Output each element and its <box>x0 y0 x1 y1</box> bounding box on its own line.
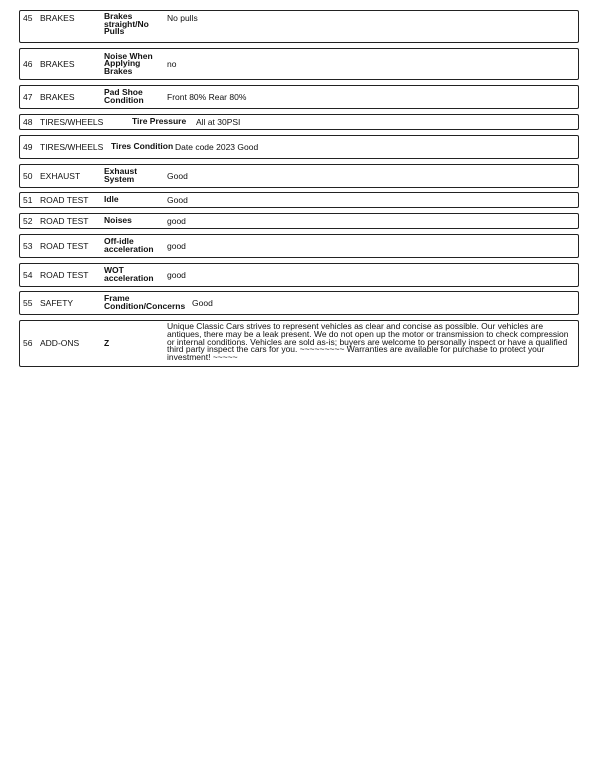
row-number: 51 <box>23 194 33 205</box>
row-value: Good <box>192 297 213 308</box>
row-item: Frame Condition/Concerns <box>104 293 186 311</box>
row-item: Pad Shoe Condition <box>104 87 144 105</box>
row-value: Front 80% Rear 80% <box>167 91 247 102</box>
row-value: Good <box>167 170 188 181</box>
row-item: Exhaust System <box>104 166 138 184</box>
row-number: 52 <box>23 215 33 226</box>
row-item: Tire Pressure <box>132 116 187 127</box>
row-value: No pulls <box>167 13 198 23</box>
inspection-row <box>19 135 579 159</box>
row-number: 49 <box>23 141 33 152</box>
row-item: Idle <box>104 194 119 205</box>
row-number: 54 <box>23 269 33 280</box>
row-value: good <box>167 269 186 280</box>
row-value: Unique Classic Cars strives to represent vehicles as clear and concise as possible. Our vehicles are antiques, there may be a leak present. We do not open up the motor or transmission to check compression or internal conditions. Vehicles are sold as-is; buyers are welcome to personally inspect or have a qualified third party inspect the cars for you. ~~~~~~~~~ Warranties are available for purchase to protect your investment! ~~~~~ <box>167 321 569 363</box>
row-item: Noises <box>104 215 132 226</box>
row-number: 47 <box>23 91 33 102</box>
row-category: ROAD TEST <box>40 240 89 251</box>
row-value: Date code 2023 Good <box>175 141 259 152</box>
row-value: Good <box>167 194 188 205</box>
inspection-row <box>19 263 579 287</box>
row-category: EXHAUST <box>40 170 81 181</box>
row-category: ROAD TEST <box>40 194 89 205</box>
row-category: ROAD TEST <box>40 269 89 280</box>
row-item: Tires Condition <box>111 141 174 152</box>
row-number: 46 <box>23 58 33 69</box>
row-item: Noise When Applying Brakes <box>104 50 153 76</box>
row-number: 53 <box>23 240 33 251</box>
row-value: no <box>167 58 177 69</box>
row-category: BRAKES <box>40 91 75 102</box>
row-item: Brakes straight/No Pulls <box>104 11 149 37</box>
inspection-row <box>19 291 579 315</box>
inspection-row <box>19 48 579 80</box>
row-item: Z <box>104 337 110 348</box>
row-number: 55 <box>23 297 33 308</box>
inspection-row <box>19 10 579 43</box>
row-category: TIRES/WHEELS <box>40 141 104 152</box>
row-number: 48 <box>23 116 33 127</box>
inspection-row <box>19 320 579 367</box>
row-number: 45 <box>23 13 33 23</box>
inspection-row <box>19 85 579 109</box>
row-category: BRAKES <box>40 58 75 69</box>
row-value: good <box>167 215 186 226</box>
row-number: 56 <box>23 338 33 349</box>
row-item: Off-idle acceleration <box>104 236 154 254</box>
row-number: 50 <box>23 170 33 181</box>
row-category: ROAD TEST <box>40 215 89 226</box>
row-category: SAFETY <box>40 297 74 308</box>
row-value: good <box>167 240 186 251</box>
inspection-row <box>19 114 579 130</box>
inspection-row <box>19 192 579 208</box>
row-value: All at 30PSI <box>196 116 241 127</box>
inspection-row <box>19 213 579 229</box>
inspection-row <box>19 164 579 188</box>
inspection-row <box>19 234 579 258</box>
row-category: TIRES/WHEELS <box>40 116 104 127</box>
row-category: BRAKES <box>40 13 75 23</box>
row-item: WOT acceleration <box>104 265 154 283</box>
row-category: ADD-ONS <box>40 338 80 349</box>
